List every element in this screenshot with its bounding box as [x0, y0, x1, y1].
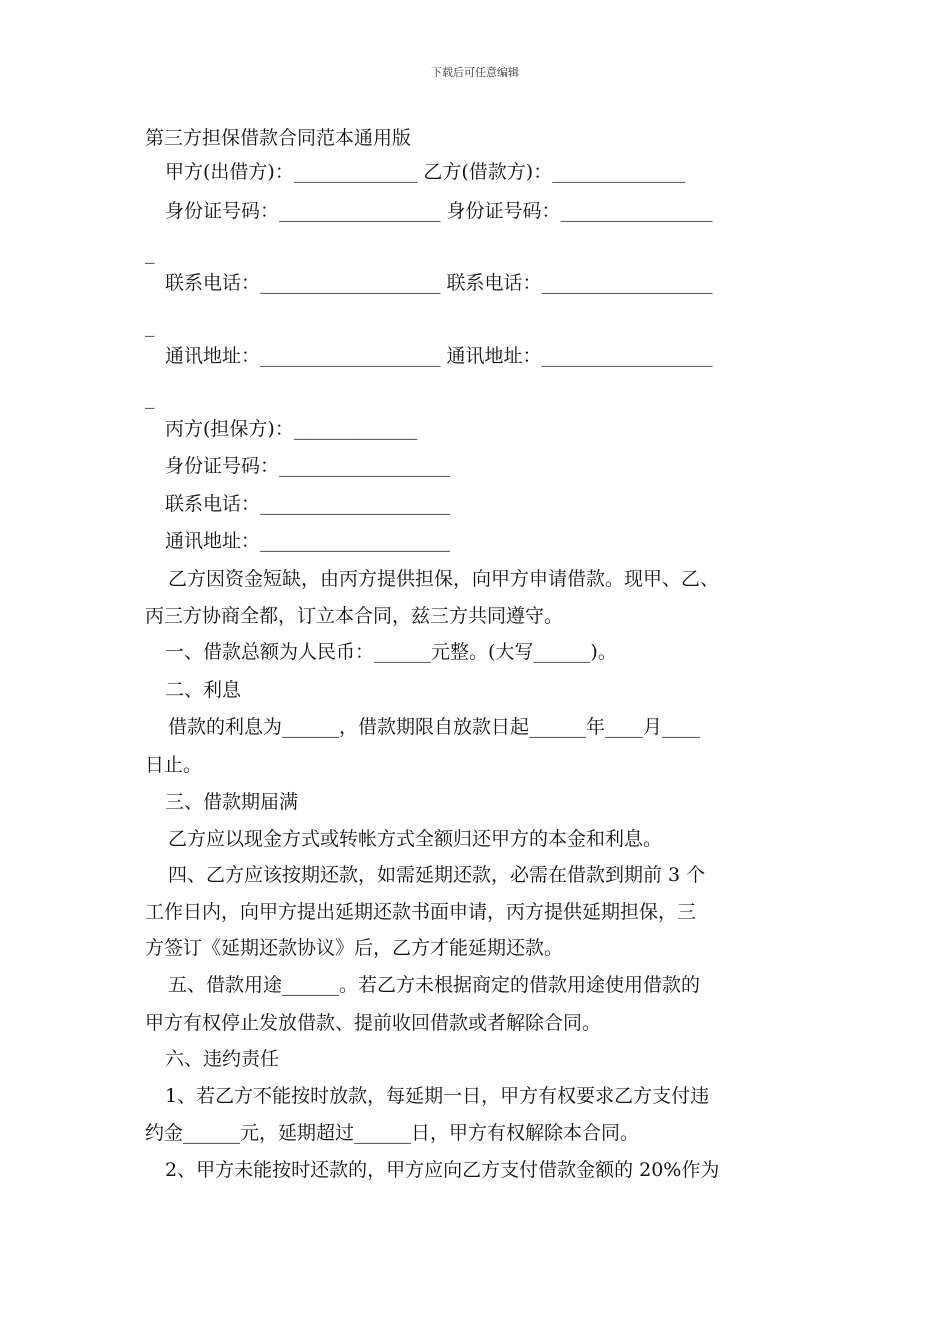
clause-4-text: 方签订《延期还款协议》后，乙方才能延期还款。 [145, 937, 564, 959]
clause-5-text: 甲方有权停止发放借款、提前收回借款或者解除合同。 [145, 1012, 602, 1034]
page-header: 下载后可任意编辑 [431, 66, 519, 79]
clause-1: 一、借款总额为人民币：______元整。(大写______)。 [165, 641, 617, 663]
clause-4-text: 四、乙方应该按期还款，如需延期还款，必需在借款到期前 3 个 [168, 864, 706, 886]
clause-6-item-1: 1、若乙方不能按时放款，每延期一日，甲方有权要求乙方支付违 [165, 1085, 710, 1107]
clause-6-heading: 六、违约责任 [165, 1048, 280, 1070]
clause-2-text: 日止。 [145, 754, 203, 776]
party-c-phone-line: 联系电话：____________________ [165, 493, 451, 515]
party-c-address-line: 通讯地址：____________________ [165, 530, 451, 552]
address-line: 通讯地址：___________________ 通讯地址：__________________ [165, 345, 713, 367]
clause-6-item-2: 2、甲方未能按时还款的，甲方应向乙方支付借款金额的 20%作为 [165, 1159, 720, 1181]
clause-2-heading: 二、利息 [165, 679, 242, 701]
clause-6-item-1: 约金______元，延期超过______日，甲方有权解除本合同。 [145, 1122, 640, 1144]
clause-2-text: 借款的利息为______，借款期限自放款日起______年____月____ [168, 716, 701, 738]
wrap-underscore: _ [145, 242, 155, 264]
party-c-id-line: 身份证号码：__________________ [165, 455, 451, 477]
clause-3-text: 乙方应以现金方式或转帐方式全额归还甲方的本金和利息。 [168, 828, 663, 850]
party-a-b-line: 甲方(出借方)：_____________ 乙方(借款方)：______________ [165, 161, 686, 183]
document-title: 第三方担保借款合同范本通用版 [145, 127, 412, 149]
id-number-line: 身份证号码：_________________ 身份证号码：________________ [165, 200, 713, 222]
intro-paragraph-line: 丙三方协商全都，订立本合同，兹三方共同遵守。 [145, 605, 564, 627]
phone-line: 联系电话：___________________ 联系电话：__________________ [165, 272, 713, 294]
wrap-underscore: _ [145, 387, 155, 409]
party-c-line: 丙方(担保方)：_____________ [165, 418, 418, 440]
clause-3-heading: 三、借款期届满 [165, 791, 299, 813]
clause-4-text: 工作日内，向甲方提出延期还款书面申请，丙方提供延期担保，三 [145, 901, 697, 923]
wrap-underscore: _ [145, 315, 155, 337]
intro-paragraph-line: 乙方因资金短缺，由丙方提供担保，向甲方申请借款。现甲、乙、 [168, 568, 720, 590]
clause-5-text: 五、借款用途______。若乙方未根据商定的借款用途使用借款的 [168, 974, 701, 996]
